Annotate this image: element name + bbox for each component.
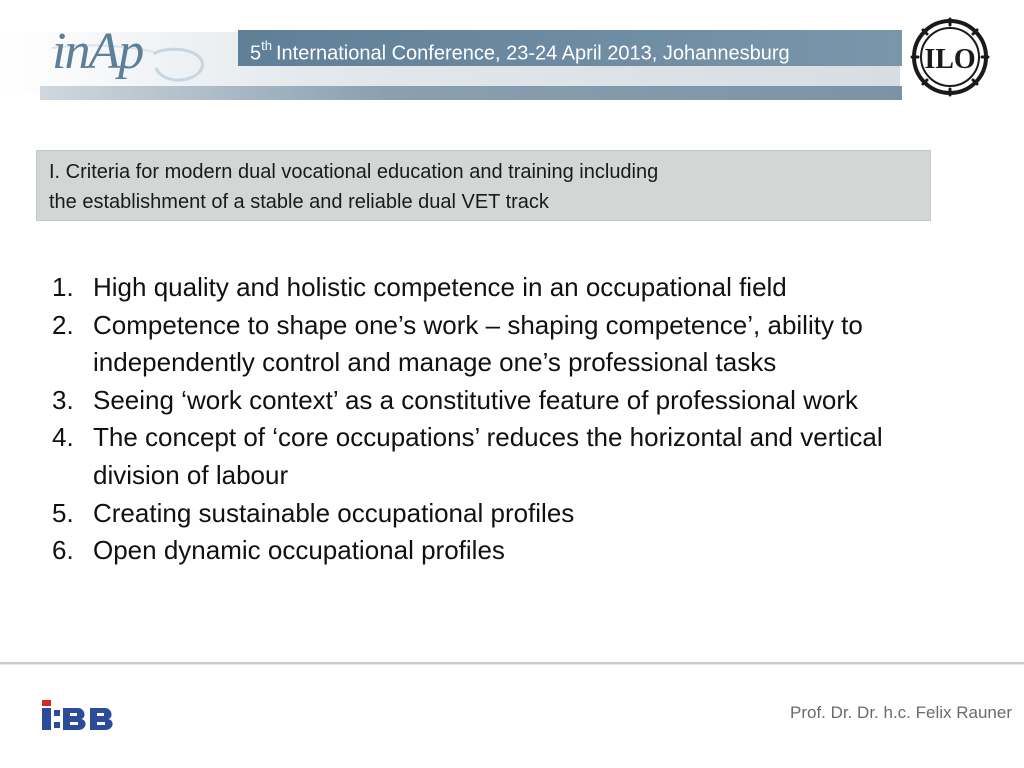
criteria-item (52, 532, 952, 570)
header-underbar (40, 86, 902, 100)
criteria-number: 5. (52, 497, 74, 528)
criteria-item (52, 307, 952, 382)
criteria-text: Creating sustainable occupational profiles (93, 497, 575, 528)
criteria-number: 2. (52, 309, 74, 340)
criteria-number: 4. (52, 422, 74, 453)
criteria-item (52, 419, 952, 494)
criteria-item (52, 382, 952, 420)
criteria-number: 3. (52, 384, 74, 415)
ibb-logo (40, 694, 118, 734)
conference-ordinal-suffix: th (261, 38, 272, 53)
criteria-number: 6. (52, 535, 74, 566)
section-heading-box (36, 150, 931, 221)
section-heading-line-2: the establishment of a stable and reliable dual VET track (49, 191, 549, 213)
criteria-text: Open dynamic occupational profiles (93, 535, 505, 566)
criteria-item (52, 269, 952, 307)
criteria-number: 1. (52, 272, 74, 302)
criteria-text: The concept of ‘core occupations’ reduces the horizontal and vertical division of labour (93, 422, 883, 490)
ilo-logo-text: ILO (924, 44, 976, 75)
criteria-item (52, 495, 952, 533)
criteria-text: Competence to shape one’s work – shaping competence’, ability to independently control and manage one’s professional tasks (93, 309, 863, 378)
criteria-text: Seeing ‘work context’ as a constitutive feature of professional work (93, 384, 858, 415)
conference-title (250, 33, 900, 63)
footer-author: Prof. Dr. Dr. h.c. Felix Rauner (789, 703, 1012, 722)
criteria-list (52, 269, 952, 570)
conference-title-text: International Conference, 23-24 April 2013, Johannesburg (275, 42, 790, 65)
ilo-logo (902, 16, 998, 98)
inap-logo-text: inAp (52, 23, 143, 80)
inap-logo (50, 14, 210, 86)
section-heading-line-1: I. Criteria for modern dual vocational education and training including (49, 161, 659, 183)
criteria-text: High quality and holistic competence in an occupational field (93, 272, 787, 302)
conference-ordinal: 5 (250, 42, 262, 65)
footer-divider-shadow (0, 664, 1024, 665)
